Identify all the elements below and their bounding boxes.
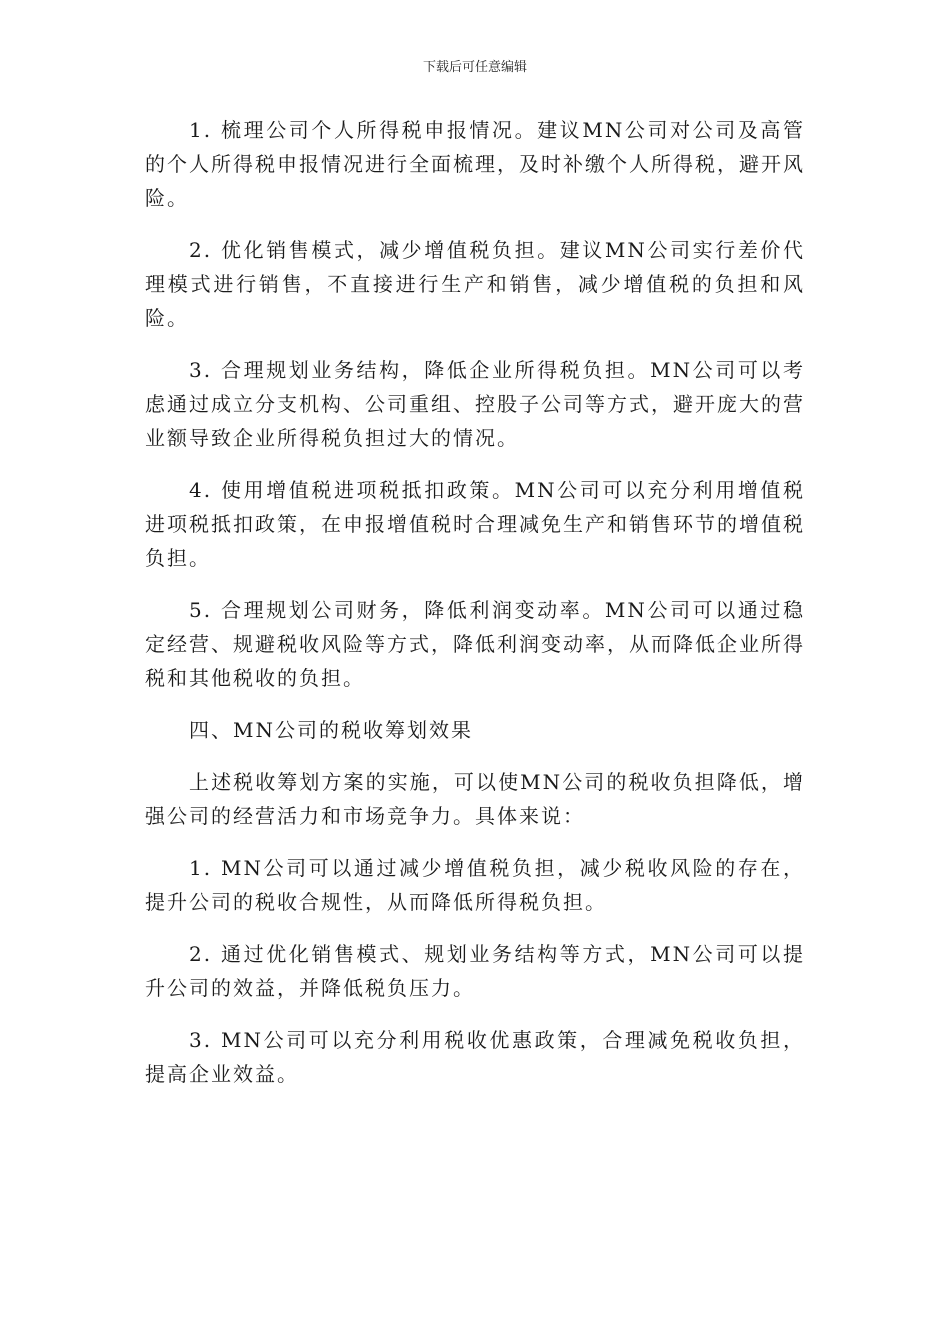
section-heading: 四、MN公司的税收筹划效果 xyxy=(189,718,473,742)
page-header: 下载后可任意编辑 xyxy=(422,60,527,75)
paragraph-recommendation-3: 3. 合理规划业务结构，降低企业所得税负担。MN公司可以考虑通过成立分支机构、公司重组、控股子公司等方式，避开庞大的营业额导致企业所得税负担过大的情况。 xyxy=(145,358,805,450)
paragraph-recommendation-2: 2. 优化销售模式，减少增值税负担。建议MN公司实行差价代理模式进行销售，不直接进行生产和销售，减少增值税的负担和风险。 xyxy=(145,238,805,330)
paragraph-effect-3: 3. MN公司可以充分利用税收优惠政策，合理减免税收负担，提高企业效益。 xyxy=(145,1028,805,1086)
paragraph-recommendation-5: 5. 合理规划公司财务，降低利润变动率。MN公司可以通过稳定经营、规避税收风险等方式，降低利润变动率，从而降低企业所得税和其他税收的负担。 xyxy=(145,598,805,690)
document-body xyxy=(145,113,805,1109)
paragraph-intro: 上述税收筹划方案的实施，可以使MN公司的税收负担降低，增强公司的经营活力和市场竞争力。具体来说： xyxy=(145,770,805,828)
paragraph-effect-1: 1. MN公司可以通过减少增值税负担，减少税收风险的存在，提升公司的税收合规性，从而降低所得税负担。 xyxy=(145,856,805,914)
paragraph-recommendation-4: 4. 使用增值税进项税抵扣政策。MN公司可以充分利用增值税进项税抵扣政策，在申报增值税时合理减免生产和销售环节的增值税负担。 xyxy=(145,478,805,570)
paragraph-effect-2: 2. 通过优化销售模式、规划业务结构等方式，MN公司可以提升公司的效益，并降低税负压力。 xyxy=(145,942,805,1000)
paragraph-recommendation-1: 1. 梳理公司个人所得税申报情况。建议MN公司对公司及高管的个人所得税申报情况进行全面梳理，及时补缴个人所得税，避开风险。 xyxy=(145,118,805,210)
